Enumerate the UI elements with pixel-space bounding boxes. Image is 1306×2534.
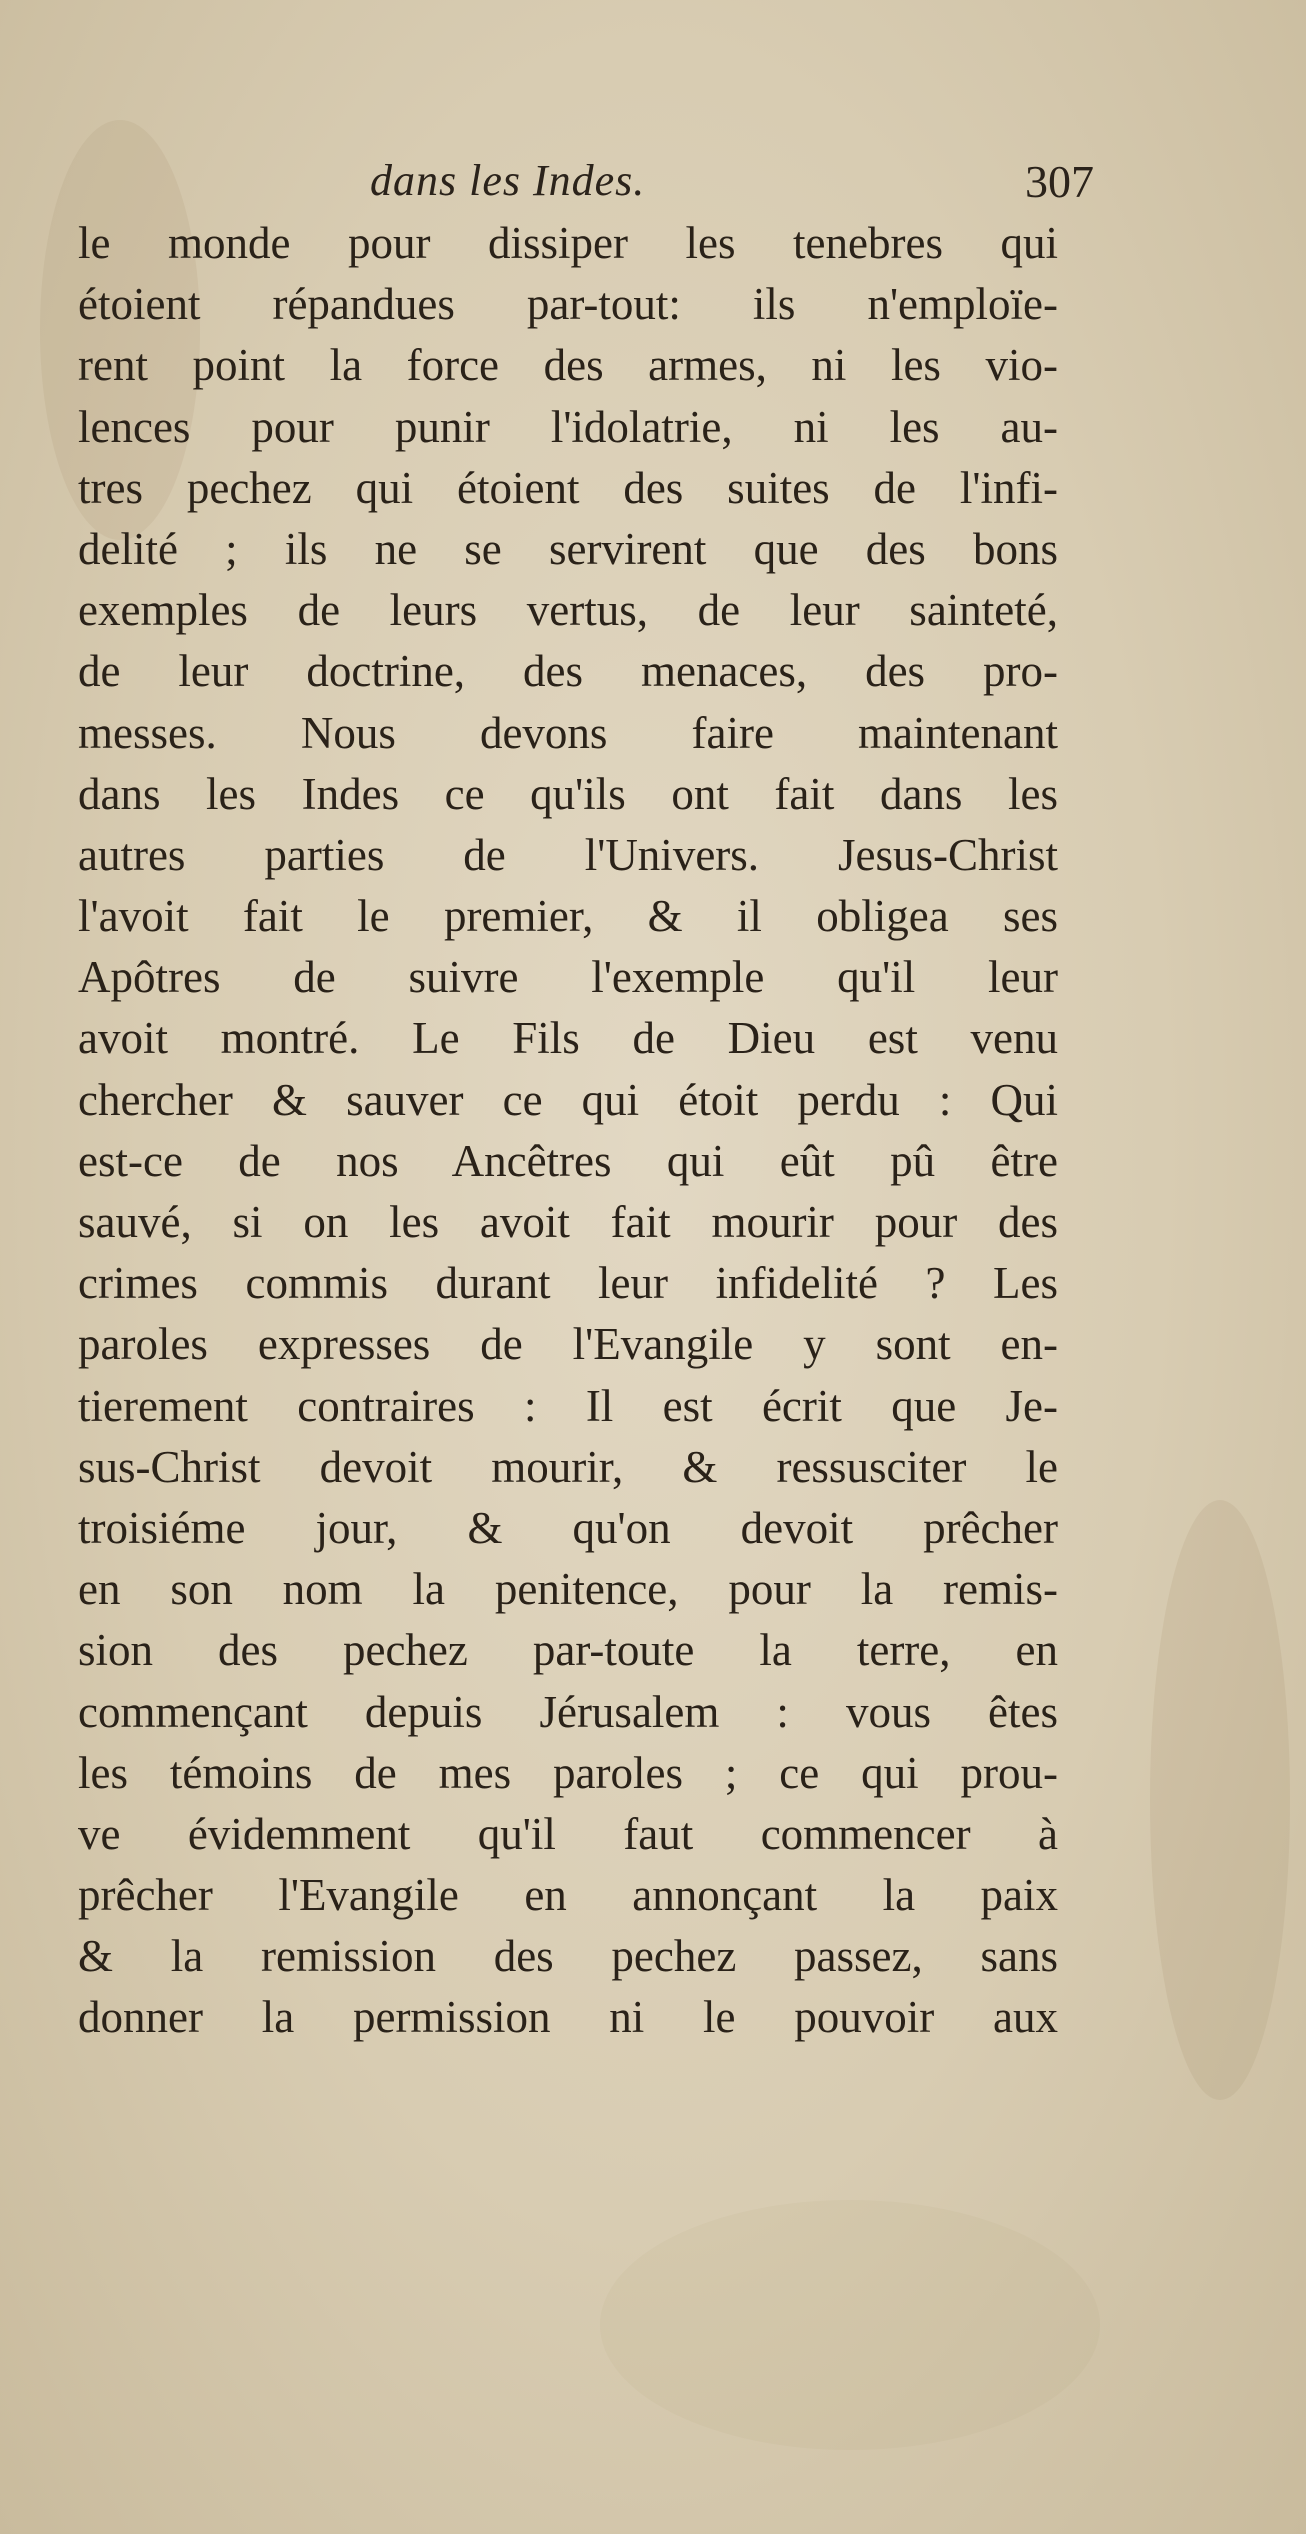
page-header — [80, 155, 1120, 215]
text-line: paroles expresses de l'Evangile y sont en- — [78, 1319, 1058, 1370]
text-line: avoit montré. Le Fils de Dieu est venu — [78, 1013, 1058, 1064]
text-line: prêcher l'Evangile en annonçant la paix — [78, 1870, 1058, 1921]
body-text — [78, 213, 1058, 2049]
text-line: Apôtres de suivre l'exemple qu'il leur — [78, 952, 1058, 1003]
text-line: commençant depuis Jérusalem : vous êtes — [78, 1686, 1058, 1737]
text-line: tierement contraires : Il est écrit que Je- — [78, 1380, 1058, 1431]
text-line: troisiéme jour, & qu'on devoit prêcher — [78, 1502, 1058, 1553]
text-line: & la remission des pechez passez, sans — [78, 1931, 1058, 1982]
text-line: donner la permission ni le pouvoir aux — [78, 1992, 1058, 2043]
page-number: 307 — [1025, 156, 1094, 207]
text-line: de leur doctrine, des menaces, des pro- — [78, 646, 1058, 697]
paper-stain — [600, 2200, 1100, 2450]
text-line: chercher & sauver ce qui étoit perdu : Qui — [78, 1074, 1058, 1125]
text-line: dans les Indes ce qu'ils ont fait dans les — [78, 768, 1058, 819]
paper-stain — [1150, 1500, 1290, 2100]
text-line: en son nom la penitence, pour la remis- — [78, 1564, 1058, 1615]
text-line: autres parties de l'Univers. Jesus-Christ — [78, 829, 1058, 880]
text-line: crimes commis durant leur infidelité ? Les — [78, 1258, 1058, 1309]
text-line: exemples de leurs vertus, de leur sainteté, — [78, 585, 1058, 636]
text-line: étoient répandues par-tout: ils n'emploïe- — [78, 279, 1058, 330]
text-line: l'avoit fait le premier, & il obligea ses — [78, 891, 1058, 942]
text-line: rent point la force des armes, ni les vio- — [78, 340, 1058, 391]
text-line: tres pechez qui étoient des suites de l'infi- — [78, 462, 1058, 513]
text-line: sus-Christ devoit mourir, & ressusciter le — [78, 1441, 1058, 1492]
text-line: lences pour punir l'idolatrie, ni les au- — [78, 401, 1058, 452]
text-line: delité ; ils ne se servirent que des bons — [78, 523, 1058, 574]
text-line: ve évidemment qu'il faut commencer à — [78, 1808, 1058, 1859]
text-line: sion des pechez par-toute la terre, en — [78, 1625, 1058, 1676]
text-line: les témoins de mes paroles ; ce qui prou- — [78, 1747, 1058, 1798]
text-line: sauvé, si on les avoit fait mourir pour des — [78, 1197, 1058, 1247]
text-line: le monde pour dissiper les tenebres qui — [78, 218, 1058, 268]
text-line: messes. Nous devons faire maintenant — [78, 707, 1058, 758]
text-line: est-ce de nos Ancêtres qui eût pû être — [78, 1135, 1058, 1186]
running-head: dans les Indes. — [370, 156, 646, 205]
